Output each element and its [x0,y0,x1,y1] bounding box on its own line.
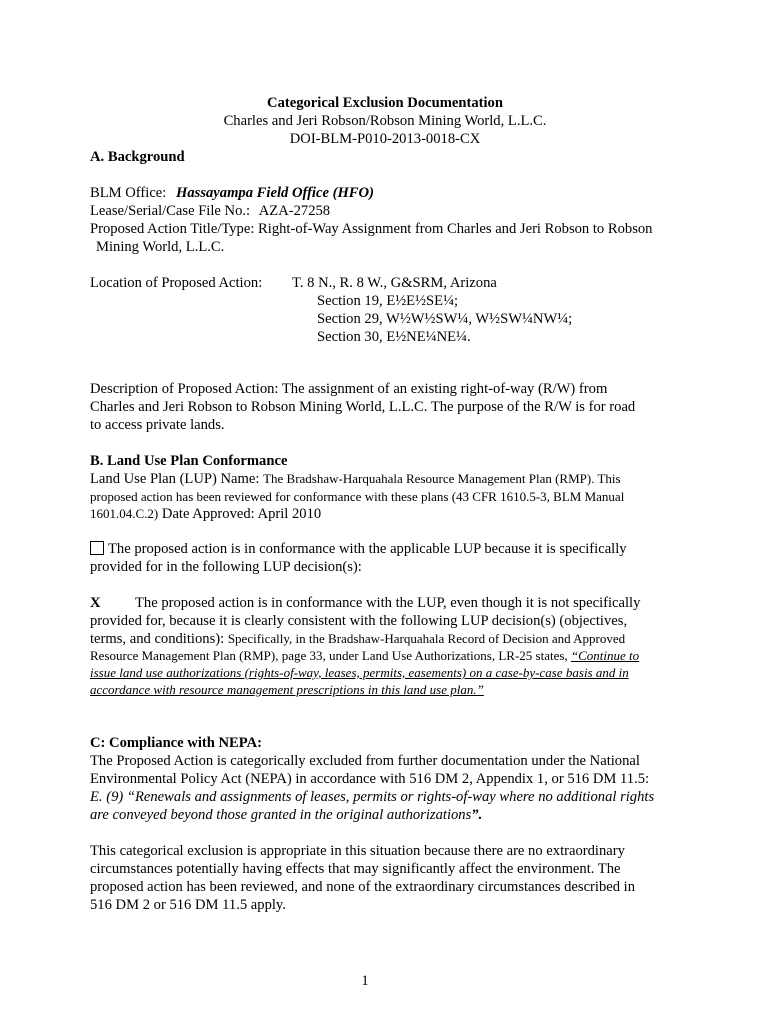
section-c-heading: C: Compliance with NEPA: [90,735,263,751]
blm-office-value: Hassayampa Field Office (HFO) [176,185,374,201]
option2-line5: issue land use authorizations (rights-of-way, leases, permits, easements) on a case-by-case basis and in [90,665,629,680]
page-number: 1 [361,973,369,989]
option2-specifically: Specifically, in the Bradshaw-Harquahala Record of Decision and Approved [227,631,626,646]
lup-name-label: Land Use Plan (LUP) Name: [90,471,264,487]
description-line3: to access private lands. [90,417,225,433]
option2-rmp-ref: Resource Management Plan (RMP), page 33, under Land Use Authorizations, LR-25 states, [90,648,571,663]
nepa-quote-line2 [90,806,482,824]
lup-manual-ref: 1601.04.C.2) [90,506,159,521]
lup-line1 [90,470,621,488]
option2-line6: accordance with resource management prescriptions in this land use plan.” [90,682,484,697]
option2-quote-start: “Continue to [570,648,640,663]
location-line4: Section 30, E½NE¼NE¼. [317,329,471,345]
document-id: DOI-BLM-P010-2013-0018-CX [289,131,481,147]
ce-para-line1: This categorical exclusion is appropriate in this situation because there are no extraordinary [90,843,625,859]
lease-row [90,202,330,220]
nepa-quote-end: ”. [471,807,483,823]
option1-line2: provided for in the following LUP decision(s): [90,559,362,575]
document-title: Categorical Exclusion Documentation [267,95,503,111]
description-line2: Charles and Jeri Robson to Robson Mining World, L.L.C. The purpose of the R/W is for road [90,399,636,415]
description-line1: Description of Proposed Action: The assignment of an existing right-of-way (R/W) from [90,381,608,397]
location-line2: Section 19, E½E½SE¼; [317,293,459,309]
option2-line3 [90,630,625,648]
lease-value: AZA-27258 [258,203,331,219]
ce-para-line2: circumstances potentially having effects that may significantly affect the environment. The [90,861,621,877]
blm-office-row [90,184,374,202]
option2-mark: X [90,595,101,611]
section-b-heading: B. Land Use Plan Conformance [90,453,288,469]
lease-label: Lease/Serial/Case File No.: [90,203,251,219]
option1-checkbox[interactable] [90,541,104,555]
option1-text: The proposed action is in conformance with the applicable LUP because it is specifically [108,541,627,557]
lup-line2: proposed action has been reviewed for conformance with these plans (43 CFR 1610.5-3, BLM Manual [90,489,625,504]
location-line1: T. 8 N., R. 8 W., G&SRM, Arizona [292,275,497,291]
lup-date-approved: Date Approved: April 2010 [158,506,322,522]
lup-name-value: The Bradshaw-Harquahala Resource Management Plan (RMP). This [263,471,621,486]
option2-line1 [90,594,640,612]
nepa-quote-text: are conveyed beyond those granted in the original authorizations [90,807,472,823]
location-line3: Section 29, W½W½SW¼, W½SW¼NW¼; [317,311,573,327]
proposed-action-title-line1: Proposed Action Title/Type: Right-of-Way Assignment from Charles and Jeri Robson to Robson [90,221,653,237]
document-subtitle: Charles and Jeri Robson/Robson Mining World, L.L.C. [223,113,547,129]
nepa-line2: Environmental Policy Act (NEPA) in accordance with 516 DM 2, Appendix 1, or 516 DM 11.5: [90,771,650,787]
option2-text: The proposed action is in conformance with the LUP, even though it is not specifically [135,595,641,611]
ce-para-line4: 516 DM 2 or 516 DM 11.5 apply. [90,897,286,913]
option2-line4 [90,647,639,665]
section-a-heading: A. Background [90,149,185,165]
nepa-line1: The Proposed Action is categorically excluded from further documentation under the National [90,753,640,769]
nepa-quote-line1: E. (9) “Renewals and assignments of leases, permits or rights-of-way where no additional rights [90,789,655,805]
option2-terms-label: terms, and conditions): [90,631,228,647]
location-label: Location of Proposed Action: [90,275,263,291]
proposed-action-title-line2: Mining World, L.L.C. [96,239,225,255]
lup-line3 [90,505,321,523]
ce-para-line3: proposed action has been reviewed, and none of the extraordinary circumstances described in [90,879,636,895]
option1-line1 [90,540,627,558]
option2-line2: provided for, because it is clearly consistent with the following LUP decision(s) (objectives, [90,613,628,629]
blm-office-label: BLM Office: [90,185,167,201]
